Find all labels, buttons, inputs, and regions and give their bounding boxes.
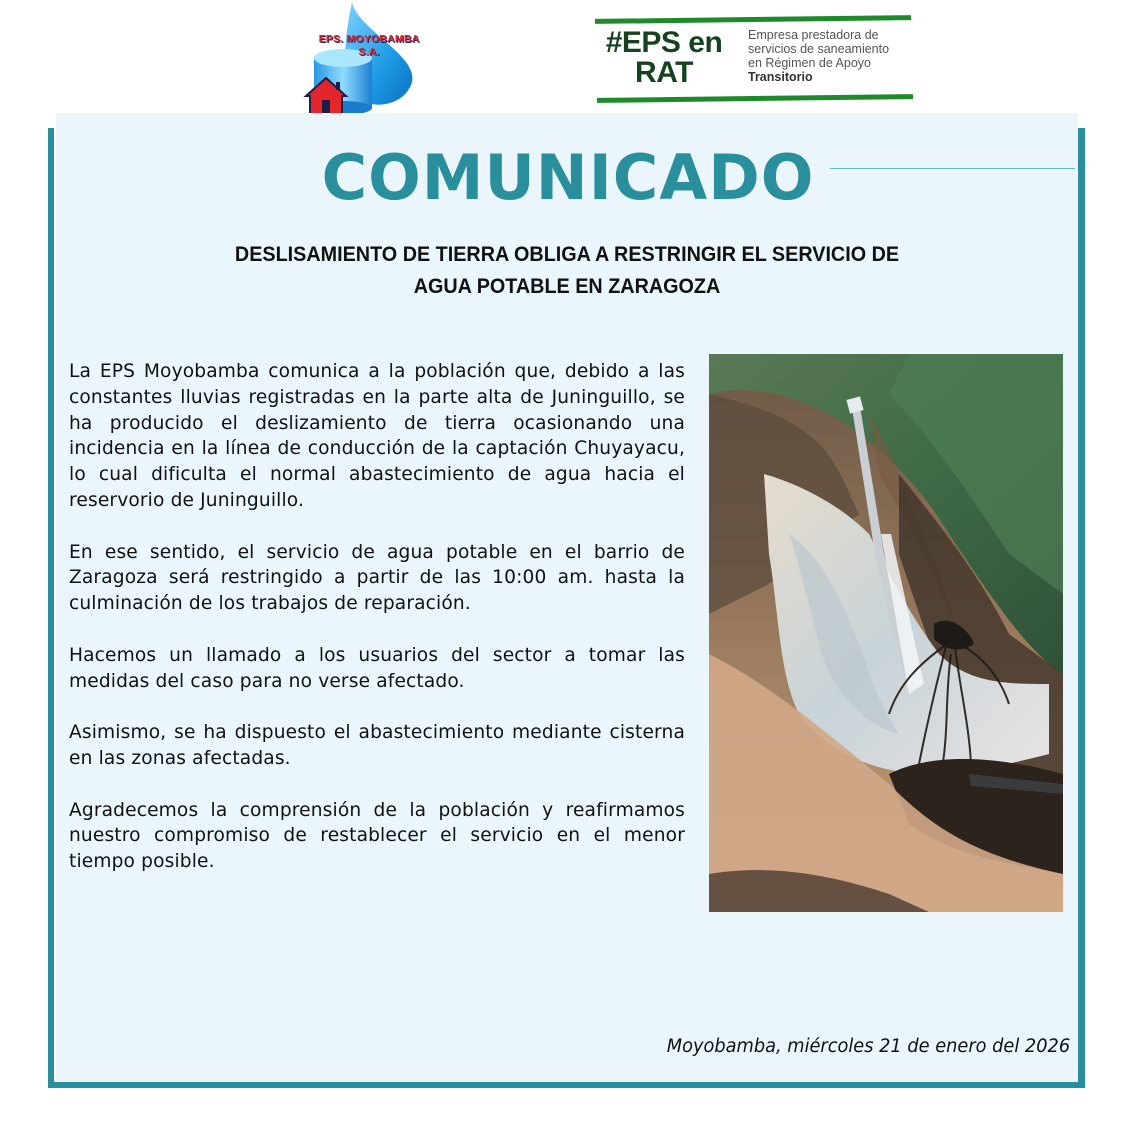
- eps-moyobamba-logo: [300, 0, 430, 116]
- paragraph: Agradecemos la comprensión de la población y reafirmamos nuestro compromiso de restablecer el servicio en el menor tiempo posible.: [69, 799, 685, 873]
- eps-en-rat-logo: [592, 10, 914, 108]
- tagline-line3: en Régimen de Apoyo: [748, 56, 872, 70]
- headline: [183, 238, 950, 302]
- page-title: COMUNICADO: [321, 141, 815, 214]
- hashtag-line2: RAT: [635, 56, 693, 89]
- logo-bar-bottom: [597, 94, 913, 103]
- logo-tagline: [748, 28, 918, 84]
- landslide-image: [709, 354, 1063, 912]
- body-text: [69, 359, 685, 901]
- tagline-line2: servicios de saneamiento: [748, 42, 890, 56]
- paragraph: Asimismo, se ha dispuesto el abastecimiento mediante cisterna en las zonas afectadas.: [69, 722, 685, 769]
- landslide-photo: [709, 354, 1063, 912]
- title-divider: [830, 168, 1075, 169]
- logo-bar-top: [595, 15, 911, 24]
- paragraph: La EPS Moyobamba comunica a la población que, debido a las constantes lluvias registradas en la parte alta de Juninguillo, se ha producido el deslizamiento de tierra ocasionando una incidencia en la línea de conducción de la captación Chuyayacu, lo cual dificulta el normal abastecimiento de agua hacia el reservorio de Juninguillo.: [69, 361, 685, 511]
- paragraph: En ese sentido, el servicio de agua potable en el barrio de Zaragoza será restringido a partir de las 10:00 am. hasta la culminación de los trabajos de reparación.: [69, 541, 685, 615]
- headline-line2: AGUA POTABLE EN ZARAGOZA: [413, 274, 721, 298]
- paragraph: Hacemos un llamado a los usuarios del sector a tomar las medidas del caso para no verse afectado.: [69, 644, 685, 692]
- hashtag-line1: #EPS en: [605, 26, 723, 59]
- date-signature: Moyobamba, miércoles 21 de enero del 2026: [666, 1036, 1070, 1057]
- hashtag-text: [594, 28, 734, 88]
- logo-text: [304, 33, 434, 59]
- logo-text-line2: S.A.: [358, 46, 380, 58]
- headline-line1: DESLISAMIENTO DE TIERRA OBLIGA A RESTRINGIR EL SERVICIO DE: [234, 242, 900, 266]
- tagline-bold: Transitorio: [748, 70, 813, 84]
- logo-text-line1: EPS. MOYOBAMBA: [318, 33, 420, 45]
- tagline-line1: Empresa prestadora de: [748, 28, 879, 42]
